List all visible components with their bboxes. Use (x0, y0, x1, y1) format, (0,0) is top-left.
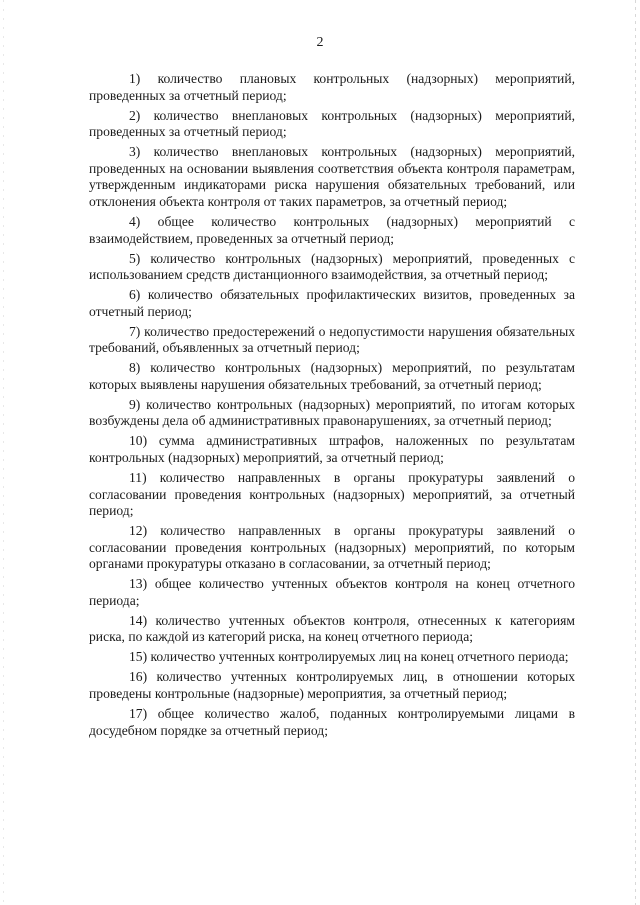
list-item-3: 3) количество внеплановых контрольных (надзорных) мероприятий, проведенных на основании выявления соответствия объекта контроля параметрам, утвержденным индикаторами риска нарушения обязательных требований, или отклонения объекта контроля от таких параметров, за отчетный период; (89, 144, 575, 209)
list-item-5: 5) количество контрольных (надзорных) мероприятий, проведенных с использованием средств дистанционного взаимодействия, за отчетный период; (89, 250, 575, 283)
list-item-1: 1) количество плановых контрольных (надзорных) мероприятий, проведенных за отчетный период; (89, 71, 575, 103)
list-item-9: 9) количество контрольных (надзорных) мероприятий, по итогам которых возбуждены дела об административных правонарушениях, за отчетный период; (89, 396, 575, 429)
list-item-15: 15) количество учтенных контролируемых лиц на конец отчетного периода; (129, 649, 569, 665)
list-item-10: 10) сумма административных штрафов, наложенных по результатам контрольных (надзорных) мероприятий, за отчетный период; (89, 433, 575, 465)
page-number: 2 (316, 35, 324, 50)
document-body (89, 71, 575, 743)
scan-edge-left (3, 0, 4, 905)
list-item-11: 11) количество направленных в органы прокуратуры заявлений о согласовании проведения контрольных (надзорных) мероприятий, за отчетный период; (89, 469, 575, 519)
list-item-12: 12) количество направленных в органы прокуратуры заявлений о согласовании проведения контрольных (надзорных) мероприятий, по которым органами прокуратуры отказано в согласовании, за отчетный период; (89, 523, 575, 572)
list-item-14: 14) количество учтенных объектов контроля, отнесенных к категориям риска, по каждой из категорий риска, на конец отчетного периода; (89, 612, 575, 645)
list-item-2: 2) количество внеплановых контрольных (надзорных) мероприятий, проведенных за отчетный период; (89, 107, 575, 140)
list-item-6: 6) количество обязательных профилактических визитов, проведенных за отчетный период; (89, 287, 575, 319)
scan-edge-right (635, 0, 636, 905)
list-item-4: 4) общее количество контрольных (надзорных) мероприятий с взаимодействием, проведенных за отчетный период; (89, 213, 575, 246)
list-item-16: 16) количество учтенных контролируемых лиц, в отношении которых проведены контрольные (надзорные) мероприятия, за отчетный период; (89, 669, 575, 702)
list-item-17: 17) общее количество жалоб, поданных контролируемыми лицами в досудебном порядке за отчетный период; (89, 706, 575, 738)
list-item-8: 8) количество контрольных (надзорных) мероприятий, по результатам которых выявлены нарушения обязательных требований, за отчетный период; (89, 360, 575, 392)
list-item-13: 13) общее количество учтенных объектов контроля на конец отчетного периода; (89, 576, 575, 608)
list-item-7: 7) количество предостережений о недопустимости нарушения обязательных требований, объявленных за отчетный период; (89, 323, 575, 356)
